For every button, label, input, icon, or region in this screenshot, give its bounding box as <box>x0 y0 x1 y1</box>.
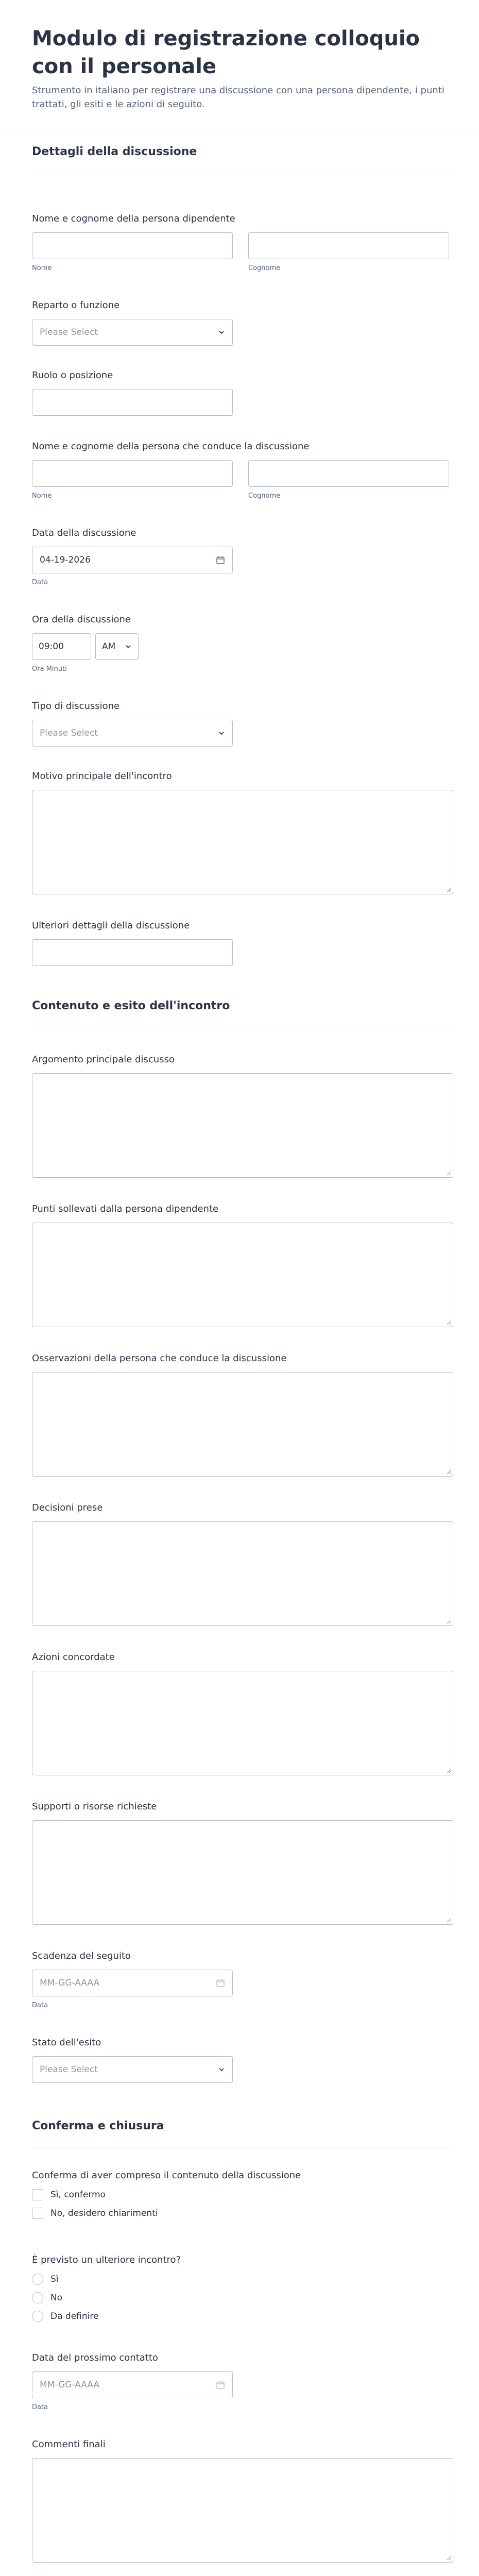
section-content <box>32 999 453 1027</box>
deadline-sublabel: Data <box>32 2002 48 2009</box>
next-contact-input[interactable] <box>32 2371 233 2398</box>
observations-field <box>32 1353 453 1477</box>
checkbox[interactable] <box>32 2189 43 2200</box>
understood-option-yes[interactable] <box>32 2189 453 2200</box>
next-meeting-option-no[interactable] <box>32 2292 453 2303</box>
observations-textarea[interactable] <box>32 1372 453 1477</box>
topic-textarea[interactable] <box>32 1073 453 1178</box>
resize-handle-icon[interactable] <box>446 887 451 892</box>
topic-label: Argomento principale discusso <box>32 1054 175 1065</box>
next-meeting-option-tbd[interactable] <box>32 2311 453 2322</box>
employee-points-field <box>32 1204 453 1327</box>
next-meeting-option-yes-label: Sì <box>50 2274 59 2284</box>
conductor-name-label: Nome e cognome della persona che conduce la discussione <box>32 441 310 452</box>
radio-button[interactable] <box>32 2311 43 2322</box>
type-placeholder: Please Select <box>40 728 98 738</box>
next-contact-label: Data del prossimo contatto <box>32 2352 158 2363</box>
reason-field <box>32 771 453 894</box>
form-title: Modulo di registrazione colloquio con il personale <box>32 27 420 78</box>
radio-button[interactable] <box>32 2292 43 2303</box>
section-title-confirm: Conferma e chiusura <box>32 2120 453 2147</box>
role-label: Ruolo o posizione <box>32 370 113 381</box>
observations-label: Osservazioni della persona che conduce la discussione <box>32 1353 287 1364</box>
status-field <box>32 2037 453 2083</box>
status-placeholder: Please Select <box>40 2064 98 2075</box>
understood-field <box>32 2170 453 2226</box>
ampm-select[interactable] <box>95 633 139 660</box>
actions-label: Azioni concordate <box>32 1652 115 1663</box>
next-meeting-label: È previsto un ulteriore incontro? <box>32 2255 181 2265</box>
date-field <box>32 528 453 586</box>
understood-option-yes-label: Sì, confermo <box>50 2190 106 2200</box>
conductor-first-name-input[interactable] <box>32 460 233 487</box>
type-select[interactable] <box>32 720 233 747</box>
time-field <box>32 614 453 673</box>
actions-textarea[interactable] <box>32 1671 453 1775</box>
radio-button[interactable] <box>32 2274 43 2285</box>
type-label: Tipo di discussione <box>32 701 120 711</box>
resize-handle-icon[interactable] <box>446 1918 451 1923</box>
comments-textarea[interactable] <box>32 2458 453 2563</box>
employee-first-name-sublabel: Nome <box>32 264 52 272</box>
form-subtitle: Strumento in italiano per registrare una discussione con una persona dipendente, i punti trattati, gli esiti e le azioni di seguito. <box>32 85 444 110</box>
resize-handle-icon[interactable] <box>446 1171 451 1176</box>
next-meeting-field <box>32 2255 453 2329</box>
type-field <box>32 701 453 747</box>
section-confirm <box>32 2120 453 2147</box>
more-details-input[interactable] <box>32 939 233 966</box>
understood-label: Conferma di aver compreso il contenuto della discussione <box>32 2170 301 2181</box>
resize-handle-icon[interactable] <box>446 2555 451 2561</box>
deadline-field <box>32 1951 453 2009</box>
more-details-field <box>32 920 453 966</box>
next-contact-field <box>32 2352 453 2411</box>
support-textarea[interactable] <box>32 1820 453 1925</box>
employee-first-name-input[interactable] <box>32 232 233 259</box>
section-details <box>32 145 453 173</box>
employee-points-textarea[interactable] <box>32 1223 453 1327</box>
next-meeting-option-no-label: No <box>50 2293 63 2303</box>
chevron-down-icon <box>218 329 225 336</box>
time-input[interactable] <box>32 633 91 660</box>
section-title-details: Dettagli della discussione <box>32 145 453 173</box>
employee-points-label: Punti sollevati dalla persona dipendente <box>32 1204 219 1214</box>
more-details-label: Ulteriori dettagli della discussione <box>32 920 190 931</box>
comments-label: Commenti finali <box>32 2439 106 2450</box>
decisions-label: Decisioni prese <box>32 1502 103 1513</box>
deadline-placeholder: MM-GG-AAAA <box>40 1978 100 1988</box>
employee-name-field <box>32 213 453 272</box>
next-meeting-option-yes[interactable] <box>32 2274 453 2285</box>
resize-handle-icon[interactable] <box>446 1469 451 1475</box>
chevron-down-icon <box>125 643 132 650</box>
deadline-input[interactable] <box>32 1970 233 1996</box>
status-select[interactable] <box>32 2056 233 2083</box>
chevron-down-icon <box>218 730 225 737</box>
next-contact-placeholder: MM-GG-AAAA <box>40 2380 100 2390</box>
status-label: Stato dell'esito <box>32 2037 101 2048</box>
form-header <box>0 0 479 130</box>
decisions-textarea[interactable] <box>32 1521 453 1626</box>
checkbox[interactable] <box>32 2208 43 2219</box>
date-label: Data della discussione <box>32 528 136 538</box>
understood-option-no-label: No, desidero chiarimenti <box>50 2208 158 2218</box>
date-value: 04-19-2026 <box>40 555 91 565</box>
role-field <box>32 370 453 416</box>
resize-handle-icon[interactable] <box>446 1768 451 1773</box>
conductor-first-name-sublabel: Nome <box>32 492 52 500</box>
actions-field <box>32 1652 453 1775</box>
time-sublabel: Ora Minuti <box>32 665 67 673</box>
conductor-last-name-input[interactable] <box>248 460 449 487</box>
date-input[interactable] <box>32 547 233 573</box>
resize-handle-icon[interactable] <box>446 1320 451 1325</box>
conductor-last-name-sublabel: Cognome <box>248 492 281 500</box>
department-placeholder: Please Select <box>40 327 98 337</box>
employee-last-name-sublabel: Cognome <box>248 264 281 272</box>
support-label: Supporti o risorse richieste <box>32 1801 157 1812</box>
reason-textarea[interactable] <box>32 790 453 894</box>
topic-field <box>32 1054 453 1178</box>
department-field <box>32 300 453 346</box>
comments-field <box>32 2439 453 2563</box>
resize-handle-icon[interactable] <box>446 1619 451 1624</box>
ampm-value: AM <box>102 641 116 652</box>
support-field <box>32 1801 453 1925</box>
department-select[interactable] <box>32 319 233 346</box>
department-label: Reparto o funzione <box>32 300 120 311</box>
date-sublabel: Data <box>32 579 48 586</box>
calendar-icon[interactable] <box>216 2380 225 2389</box>
next-contact-sublabel: Data <box>32 2403 48 2411</box>
time-value: 09:00 <box>39 641 64 652</box>
next-meeting-option-tbd-label: Da definire <box>50 2311 99 2321</box>
calendar-icon[interactable] <box>216 1978 225 1988</box>
calendar-icon[interactable] <box>216 555 225 565</box>
employee-name-label: Nome e cognome della persona dipendente <box>32 213 235 224</box>
chevron-down-icon <box>218 2066 225 2073</box>
reason-label: Motivo principale dell'incontro <box>32 771 172 782</box>
conductor-name-field <box>32 441 453 500</box>
employee-last-name-input[interactable] <box>248 232 449 259</box>
time-label: Ora della discussione <box>32 614 131 625</box>
deadline-label: Scadenza del seguito <box>32 1951 131 1961</box>
role-input[interactable] <box>32 389 233 416</box>
understood-option-no[interactable] <box>32 2208 453 2219</box>
section-title-content: Contenuto e esito dell'incontro <box>32 999 453 1027</box>
decisions-field <box>32 1502 453 1626</box>
